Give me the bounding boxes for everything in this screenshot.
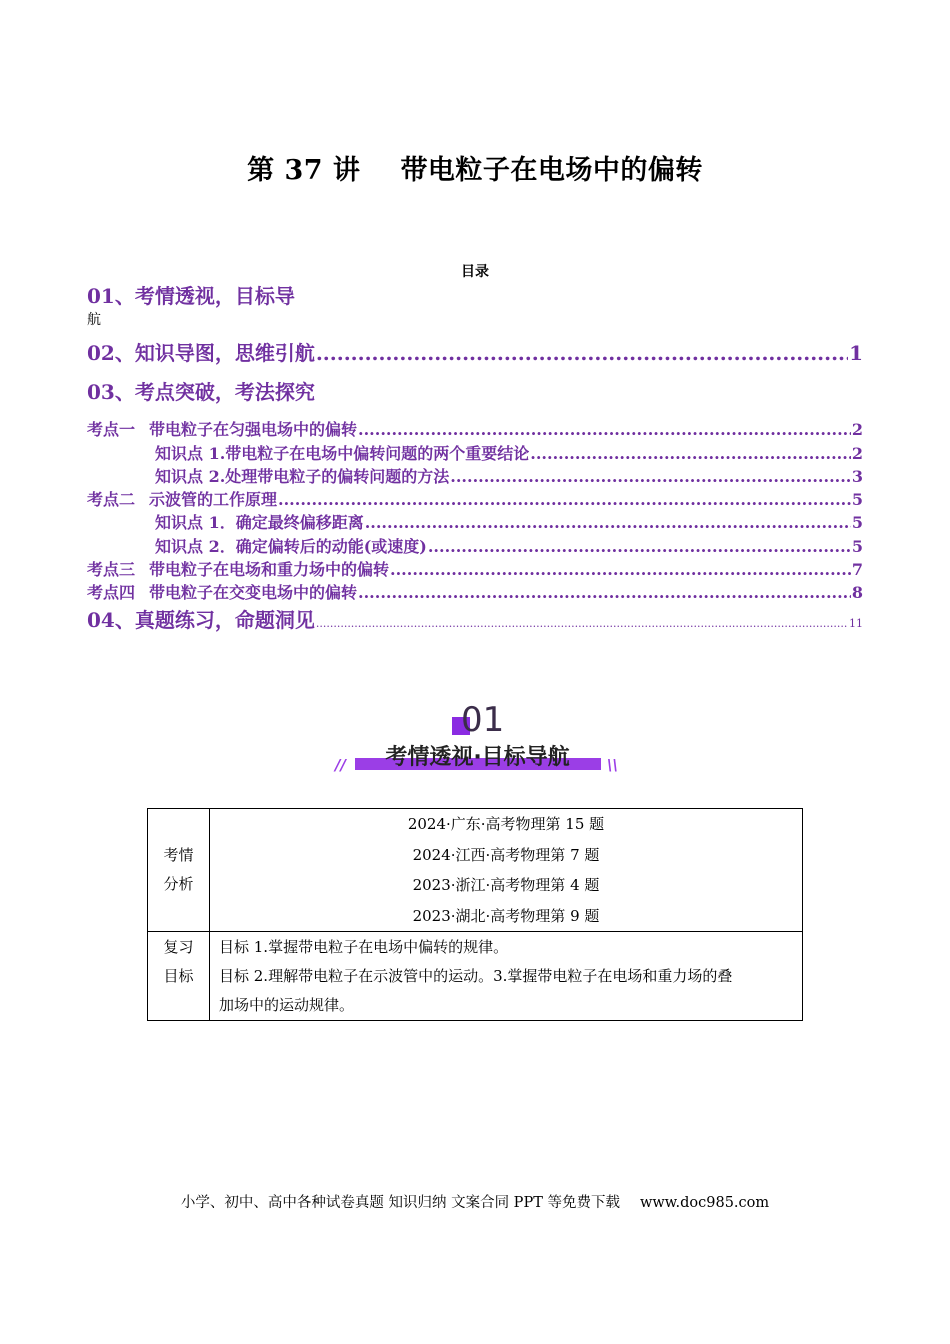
table-row-header [148,932,210,1021]
toc-leader-dots [316,341,848,365]
table-row [148,932,803,1021]
toc-entry-label: 示波管的工作原理 [149,490,278,509]
toc-section-03[interactable] [87,376,863,405]
toc-entry[interactable] [155,441,863,464]
toc-section-03-label: 03、考点突破，考法探究 [87,380,315,404]
goals-table [147,808,803,1021]
footer-text: 小学、初中、高中各种试卷真题 知识归纳 文案合同 PPT 等免费下载 [180,1195,620,1211]
toc-entry-label: 知识点 1．确定最终偏移距离 [155,513,364,532]
toc-leader-dots [358,583,851,602]
toc-page-number: 8 [851,583,863,602]
page-footer [0,1191,950,1212]
exam-item: 2023·湖北·高考物理第 9 题 [412,906,600,925]
page-title [0,148,950,187]
target-line: 加场中的运动规律。 [219,996,355,1014]
toc-entry-label: 带电粒子在匀强电场中的偏转 [149,420,358,439]
exam-item: 2024·江西·高考物理第 7 题 [412,845,600,864]
toc-entry-prefix: 考点二 [87,490,136,509]
banner-left-slash-decoration: // [335,756,346,774]
lecture-number: 第 37 讲 [247,155,361,186]
toc-leader-dots [365,513,851,532]
toc-page-number: 2 [851,420,863,439]
toc-page-number: 1 [849,341,863,365]
table-row-header [148,809,210,932]
target-line: 目标 1.掌握带电粒子在电场中偏转的规律。 [219,938,509,956]
toc-page-number: 11 [849,617,863,630]
toc-page-number: 5 [851,513,863,532]
toc-heading: 目录 [461,264,489,280]
toc-leader-dots [390,560,851,579]
toc-page-number: 7 [851,560,863,579]
lecture-topic: 带电粒子在电场中的偏转 [400,155,703,186]
toc-entry-label: 知识点 2．确定偏转后的动能(或速度) [155,537,427,556]
toc-leader-dots [428,537,851,556]
toc-section-01-label: 01、考情透视，目标导 [87,284,295,308]
row-header-line: 考情 [163,846,194,864]
toc-entry-label: 知识点 1.带电粒子在电场中偏转问题的两个重要结论 [155,444,530,463]
toc-section-01[interactable] [87,280,863,309]
toc-entry-label: 带电粒子在电场和重力场中的偏转 [149,560,390,579]
targets-cell [210,932,803,1021]
toc-section-02[interactable] [87,337,863,366]
toc-entry[interactable] [155,534,863,557]
banner-right-slash-decoration: \\ [607,756,618,774]
toc-page-number: 2 [851,444,863,463]
row-header-line: 分析 [163,875,194,893]
toc-section-01-wrap: 航 [87,312,101,328]
toc-entry-prefix: 考点四 [87,583,136,602]
exam-item: 2023·浙江·高考物理第 4 题 [412,876,600,894]
table-row [148,809,803,932]
toc-entry[interactable] [87,417,863,440]
toc-entry-prefix: 考点三 [87,560,136,579]
footer-site-link[interactable]: www.doc985.com [639,1195,770,1211]
toc-entry[interactable] [155,464,863,487]
toc-section-02-label: 02、知识导图，思维引航 [87,341,315,365]
toc-leader-dots [530,444,851,463]
banner-number: 01 [461,700,505,740]
toc-section-04-label: 04、真题练习，命题洞见 [87,608,315,632]
row-header-line: 目标 [163,967,194,985]
toc-leader-dots [278,490,851,509]
toc-section-04[interactable] [87,604,863,633]
toc-entry-label: 带电粒子在交变电场中的偏转 [149,583,358,602]
toc-entry[interactable] [87,580,863,603]
toc-leader-dots [358,420,851,439]
row-header-line: 复习 [163,938,194,956]
exam-list-cell [210,809,803,932]
toc-entry-label: 知识点 2.处理带电粒子的偏转问题的方法 [155,467,450,486]
toc-leader-dots [450,467,851,486]
exam-item: 2024·广东·高考物理第 15 题 [407,815,605,833]
toc-page-number: 5 [851,490,863,509]
toc-page-number: 5 [851,537,863,556]
toc-entry-prefix: 考点一 [87,420,136,439]
banner-label: 考情透视·目标导航 [385,745,570,770]
target-line: 目标 2.理解带电粒子在示波管中的运动。3.掌握带电粒子在电场和重力场的叠 [219,967,733,985]
section-banner [335,700,620,780]
toc-leader-dots [316,617,848,630]
toc-entry[interactable] [155,510,863,533]
toc-entry[interactable] [87,557,863,580]
toc-page-number: 3 [851,467,863,486]
toc-entry[interactable] [87,487,863,510]
